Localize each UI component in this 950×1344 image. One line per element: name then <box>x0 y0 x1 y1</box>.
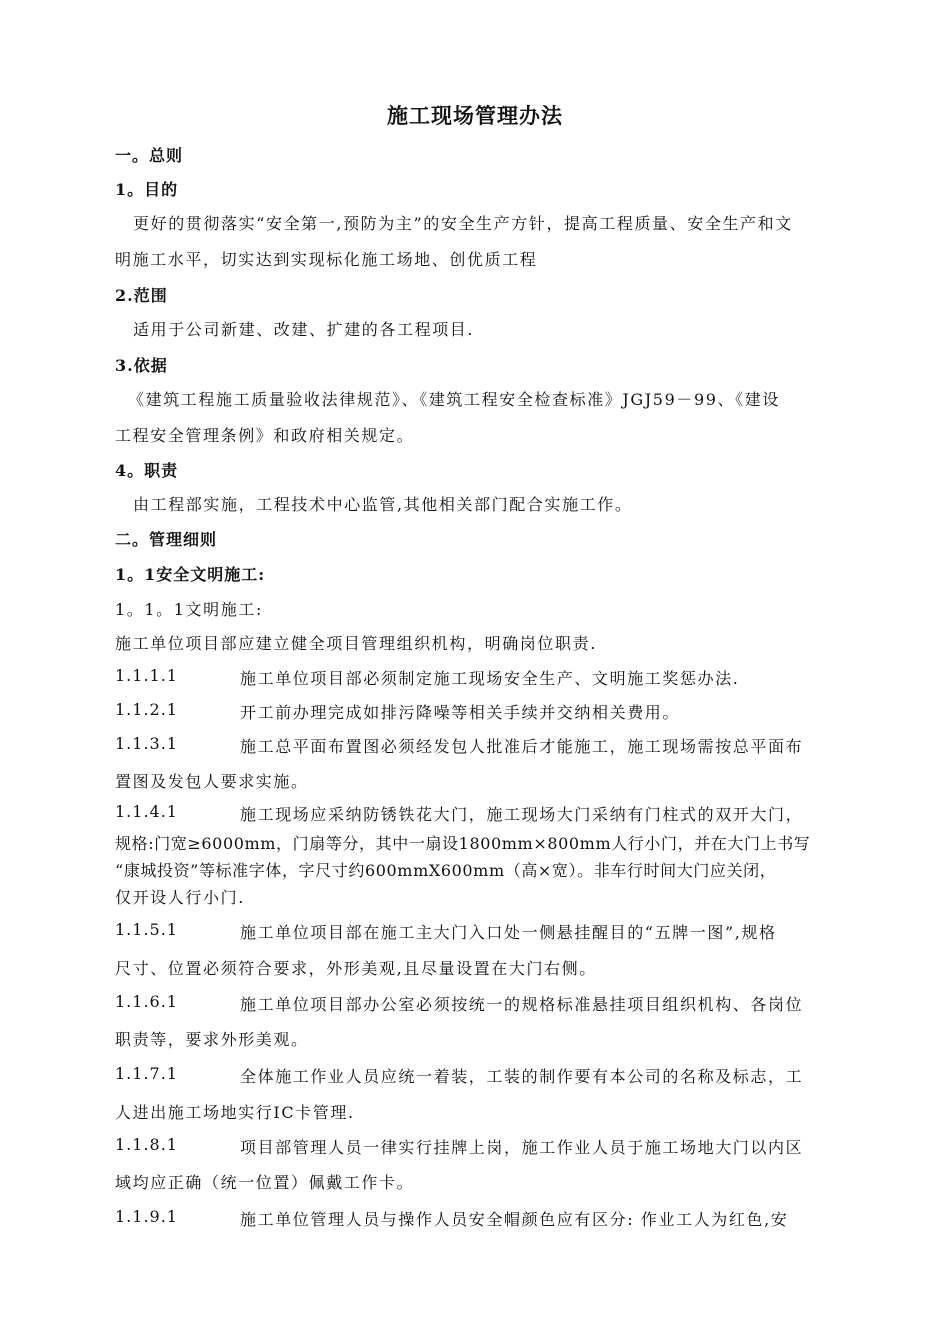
item-text: 全体施工作业人员应统一着装，工装的制作要有本公司的名称及标志，工 <box>240 1067 804 1086</box>
item-number: 1.1.9.1 <box>115 1207 178 1226</box>
section-heading-general: 一。总则 <box>115 146 184 165</box>
item-number: 1.1.4.1 <box>115 802 178 821</box>
item-text: 施工单位项目部必须制定施工现场安全生产、文明施工奖惩办法. <box>240 669 740 688</box>
paragraph-basis-line1: 《建筑工程施工质量验收法律规范》、《建筑工程安全检查标准》JGJ59－99、《建设 <box>128 390 780 409</box>
item-number: 1.1.8.1 <box>115 1135 178 1154</box>
item-number: 1.1.5.1 <box>115 920 178 939</box>
heading-safety: 1。1安全文明施工: <box>115 565 266 584</box>
item-text: 施工单位项目部在施工主大门入口处一侧悬挂醒目的“五牌一图”,规格 <box>240 923 777 942</box>
item-text-continued: 规格:门宽≥6000mm，门扇等分，其中一扇设1800mm×800mm人行小门，并在大门上书写 <box>115 834 811 853</box>
paragraph-organization: 施工单位项目部应建立健全项目管理组织机构，明确岗位职责. <box>115 634 597 653</box>
subheading-civilized-construction: 1。1。1文明施工: <box>115 600 263 619</box>
paragraph-responsibility: 由工程部实施，工程技术中心监管,其他相关部门配合实施工作。 <box>133 495 633 514</box>
item-number: 1.1.7.1 <box>115 1064 178 1083</box>
item-number: 1.1.3.1 <box>115 734 178 753</box>
item-text-continued: “康城投资”等标准字体，字尺寸约600mmX600mm（高×宽）。非车行时间大门应关闭， <box>115 861 777 880</box>
item-text-continued: 域均应正确（统一位置）佩戴工作卡。 <box>115 1173 415 1192</box>
paragraph-purpose-line2: 明施工水平，切实达到实现标化施工场地、创优质工程 <box>115 250 538 269</box>
item-text-continued: 人进出施工场地实行IC卡管理. <box>115 1103 355 1122</box>
paragraph-scope: 适用于公司新建、改建、扩建的各工程项目. <box>133 320 475 339</box>
paragraph-basis-line2: 工程安全管理条例》和政府相关规定。 <box>115 426 415 445</box>
item-text-continued: 尺寸、位置必须符合要求，外形美观,且尽量设置在大门右侧。 <box>115 959 597 978</box>
paragraph-purpose-line1: 更好的贯彻落实“安全第一,预防为主”的安全生产方针，提高工程质量、安全生产和文 <box>133 214 793 233</box>
item-text: 施工单位管理人员与操作人员安全帽颜色应有区分: 作业工人为红色,安 <box>240 1210 789 1229</box>
item-text-continued: 职责等，要求外形美观。 <box>115 1030 309 1049</box>
heading-purpose: 1。目的 <box>115 180 179 199</box>
item-text: 施工单位项目部办公室必须按统一的规格标准悬挂项目组织机构、各岗位 <box>240 995 804 1014</box>
item-text-continued: 仅开设人行小门. <box>115 888 245 907</box>
item-text: 施工现场应采纳防锈铁花大门，施工现场大门采纳有门柱式的双开大门， <box>240 805 804 824</box>
section-heading-rules: 二。管理细则 <box>115 530 218 549</box>
item-text-continued: 置图及发包人要求实施。 <box>115 772 309 791</box>
item-number: 1.1.2.1 <box>115 700 178 719</box>
item-text: 项目部管理人员一律实行挂牌上岗，施工作业人员于施工场地大门以内区 <box>240 1138 804 1157</box>
item-text: 施工总平面布置图必须经发包人批准后才能施工，施工现场需按总平面布 <box>240 737 804 756</box>
heading-responsibility: 4。职责 <box>115 461 179 480</box>
item-number: 1.1.6.1 <box>115 992 178 1011</box>
item-number: 1.1.1.1 <box>115 666 178 685</box>
document-title: 施工现场管理办法 <box>387 103 563 128</box>
heading-scope: 2.范围 <box>115 286 168 305</box>
heading-basis: 3.依据 <box>115 356 168 375</box>
item-text: 开工前办理完成如排污降噪等相关手续并交纳相关费用。 <box>240 703 681 722</box>
